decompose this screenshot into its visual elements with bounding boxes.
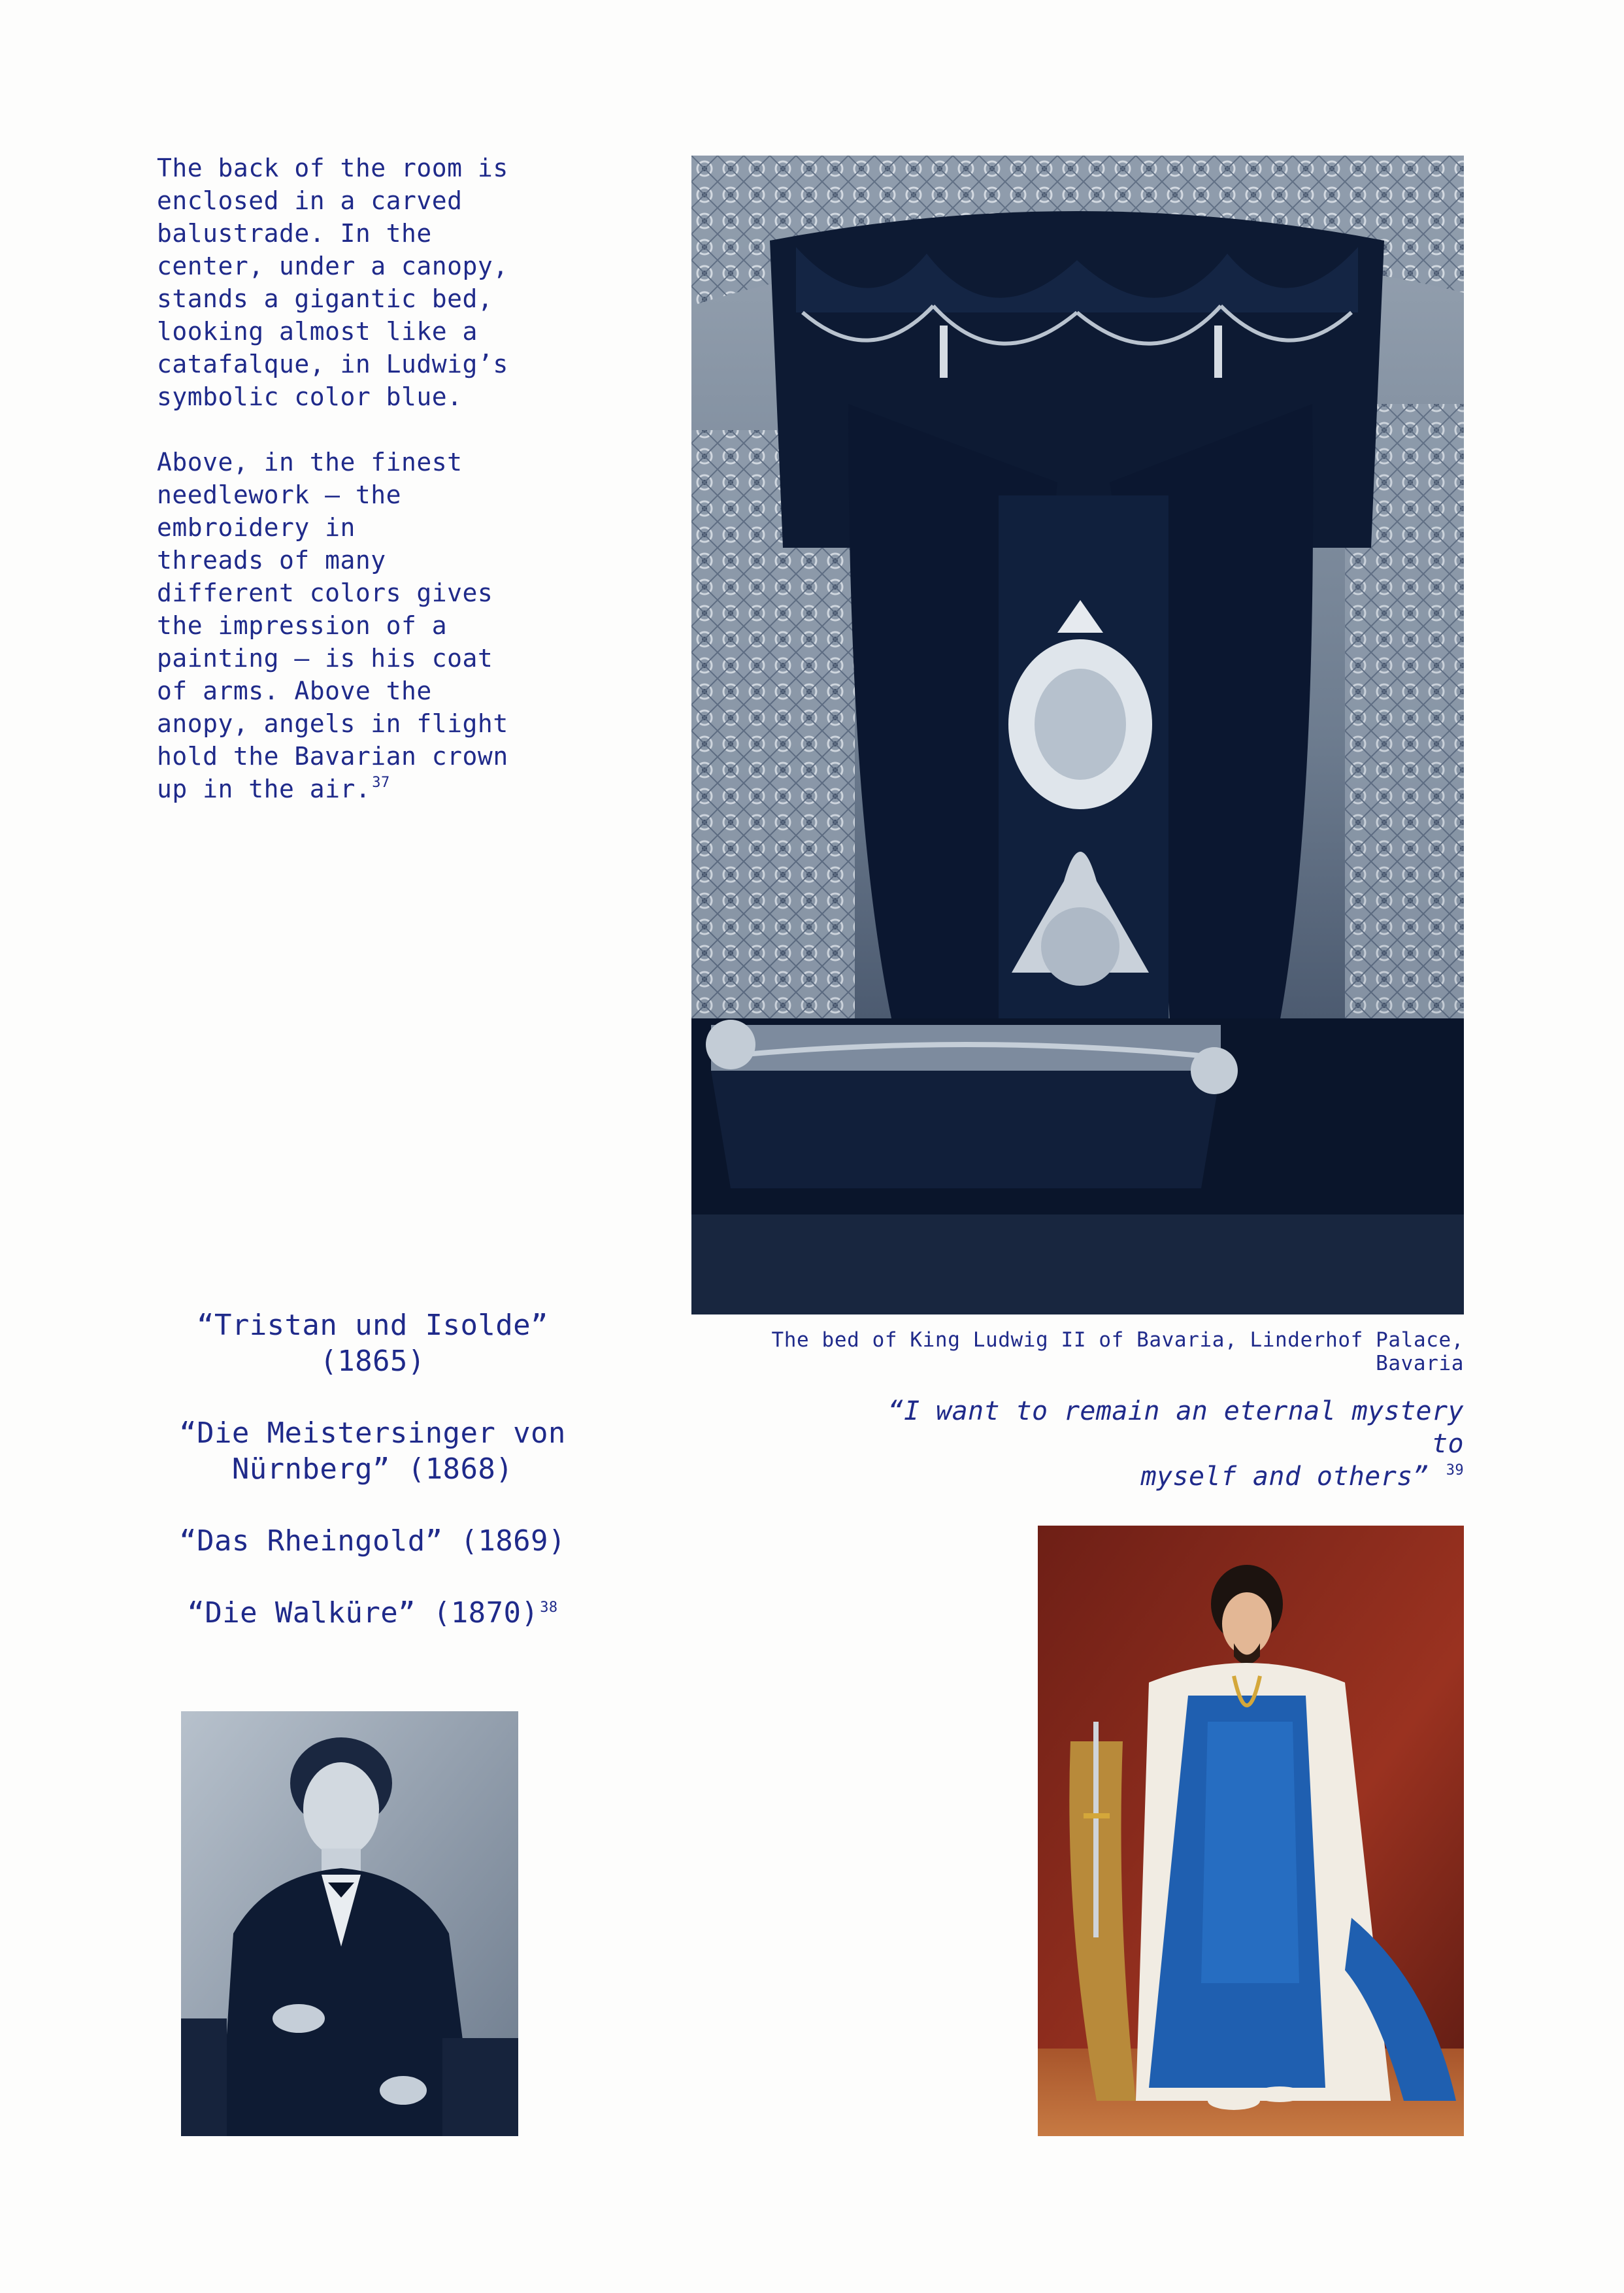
footnote-39: 39 <box>1446 1462 1464 1479</box>
opera-item-rheingold: “Das Rheingold” (1869) <box>179 1524 566 1558</box>
wagner-portrait-photo <box>181 1711 518 2136</box>
opera-item-tristan: “Tristan und Isolde” (1865) <box>197 1309 548 1378</box>
ludwig-quote-text: “I want to remain an eternal mystery to myself and others” <box>887 1396 1464 1492</box>
wagner-portrait-illustration <box>181 1711 518 2136</box>
ludwig-portrait-painting <box>1038 1526 1464 2136</box>
opera-item-walkure <box>150 1595 595 1631</box>
footnote-38: 38 <box>540 1599 558 1616</box>
ludwig-quote <box>850 1395 1464 1493</box>
bed-photo-illustration <box>691 156 1464 1314</box>
opera-item-meistersinger: “Die Meistersinger von Nürnberg” (1868) <box>179 1416 566 1486</box>
opera-walkure-title: “Die Walküre” (1870) <box>187 1596 539 1630</box>
intro-paragraph-text: The back of the room is enclosed in a carved balustrade. In the center, under a canopy, stands a gigantic bed, looking almost like a catafalque, in Ludwig’s symbolic color blue. <box>157 154 508 411</box>
ludwig-portrait-illustration <box>1038 1526 1464 2136</box>
bed-photo <box>691 156 1464 1314</box>
bed-photo-caption: The bed of King Ludwig II of Bavaria, Linderhof Palace, Bavaria <box>771 1328 1464 1375</box>
opera-list <box>150 1307 595 1667</box>
footnote-37: 37 <box>372 775 390 791</box>
intro-paragraph <box>157 152 523 413</box>
coat-of-arms-paragraph-text: Above, in the finest needlework – the embroidery in threads of many different colors gives the impression of a painting – is his coat of arms. Above the anopy, angels in flight hold the Bavarian crown up in the air. <box>157 448 508 803</box>
coat-of-arms-paragraph <box>157 446 523 805</box>
